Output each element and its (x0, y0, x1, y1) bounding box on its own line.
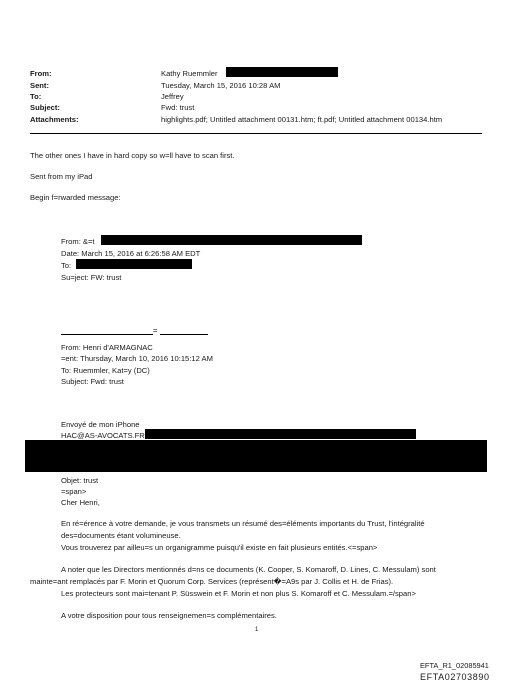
letter-line: Les protecteurs sont mai=tenant P. Süsswein et F. Morin et non plus S. Komaroff et C. Messulam.=/span> (61, 589, 416, 598)
letter-line: En ré=érence à votre demande, je vous transmets un résumé des=éléments importants du Trust, l'intégralité (61, 519, 425, 528)
fwd-sent: =ent: Thursday, March 10, 2016 10:15:12 AM (61, 354, 213, 363)
greeting: Cher Henri, (61, 498, 100, 507)
fwd-from: From: &=t (61, 237, 95, 246)
to-value: Jeffrey (161, 92, 184, 101)
separator-line (160, 334, 208, 335)
attachments-value: highlights.pdf; Untitled attachment 00131.htm; ft.pdf; Untitled attachment 00134.htm (161, 115, 443, 124)
fwd-subject: Subject: Fwd: trust (61, 377, 124, 386)
sent-from: Envoyé de mon iPhone (61, 420, 140, 429)
objet-line: Objet: trust (61, 476, 99, 485)
header-divider (30, 133, 482, 134)
fwd-subject: Su=ject: FW: trust (61, 273, 122, 282)
fwd-to: To: (61, 261, 72, 270)
letter-line: mainte=ant remplacés par F. Morin et Quorum Corp. Services (représent�=A9s par J. Collis et H. de Frias). (30, 577, 394, 586)
redaction-box (76, 259, 192, 269)
letter-line: Vous trouverez par ailleu=s un organigramme puisqu'il existe en fait plusieurs entités.<=span> (61, 543, 378, 552)
sent-value: Tuesday, March 15, 2016 10:28 AM (161, 81, 281, 90)
document-id: EFTA_R1_02085941 (420, 661, 489, 670)
page-number: 1 (255, 627, 259, 633)
body-line: Begin f=rwarded message: (30, 193, 121, 202)
redaction-box (226, 67, 338, 77)
separator-line (61, 334, 153, 335)
attachments-label: Attachments: (30, 115, 79, 124)
email-fragment: HAC@AS-AVOCATS.FR (61, 431, 145, 440)
sent-label: Sent: (30, 81, 49, 90)
span-fragment: =span> (61, 487, 87, 496)
separator-mark: = (153, 326, 158, 335)
fwd-from: From: Henri d'ARMAGNAC (61, 343, 153, 352)
body-line: The other ones I have in hard copy so w=ll have to scan first. (30, 151, 235, 160)
letter-line: A votre disposition pour tous renseignemen=s complémentaires. (61, 611, 277, 620)
redaction-box (145, 429, 416, 439)
subject-label: Subject: (30, 103, 60, 112)
to-label: To: (30, 92, 42, 101)
redaction-box (101, 235, 362, 245)
letter-line: des=documents étant volumineuse. (61, 531, 181, 540)
fwd-to: To: Ruemmler, Kat=y (DC) (61, 366, 150, 375)
from-label: From: (30, 69, 52, 78)
from-value: Kathy Ruemmler (161, 69, 218, 78)
letter-line: A noter que les Directors mentionnés d=ns ce documents (K. Cooper, S. Komaroff, D. Lines, C. Messulam) sont (61, 565, 436, 574)
fwd-date: Date: March 15, 2016 at 6:26:58 AM EDT (61, 249, 201, 258)
subject-value: Fwd: trust (161, 103, 195, 112)
document-id: EFTA02703890 (420, 672, 490, 682)
body-line: Sent from my iPad (30, 172, 93, 181)
redaction-box (25, 440, 487, 472)
